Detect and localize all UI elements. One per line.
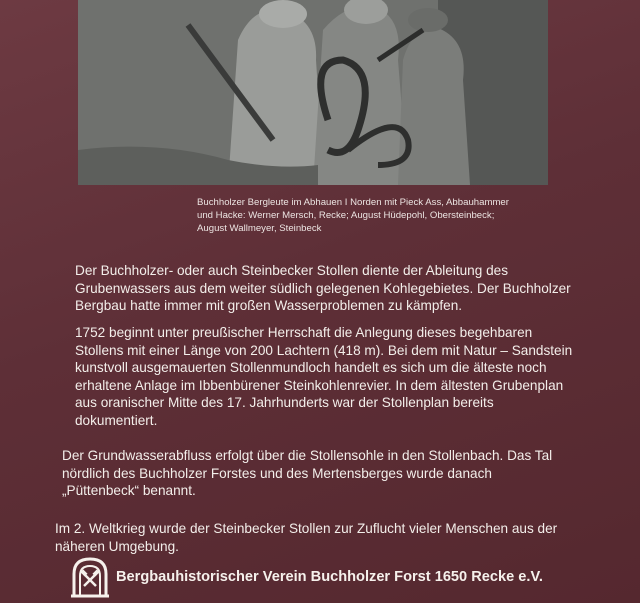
caption-line-2: und Hacke: Werner Mersch, Recke; August Hüdepohl, Obersteinbeck; [197,210,495,221]
photo-caption [197,196,577,235]
footer [70,556,590,598]
paragraph-wartime: Im 2. Weltkrieg wurde der Steinbecker Stollen zur Zuflucht vieler Menschen aus der näheren Umgebung. [55,521,558,554]
mine-entrance-logo-icon [70,556,110,598]
paragraph-groundwater: Der Grundwasserabfluss erfolgt über die Stollensohle in den Stollenbach. Das Tal nördlich des Buchholzer Forstes und des Mertensberges wurde danach „Püttenbeck“ benannt. [62,448,553,498]
caption-line-3: August Wallmeyer, Steinbeck [197,223,322,234]
organization-name: Bergbauhistorischer Verein Buchholzer Forst 1650 Recke e.V. [116,569,543,585]
caption-line-1: Buchholzer Bergleute im Abhauen I Norden mit Pieck Ass, Abbauhammer [197,197,509,208]
paragraph-history: 1752 beginnt unter preußischer Herrschaft die Anlegung dieses begehbaren Stollens mit einer Länge von 200 Lachtern (418 m). Bei dem mit Natur – Sandstein kunstvoll ausgemauerten Stollenmundloch handelt es sich um die älteste noch erhaltene Anlage im Ibbenbürener Steinkohlenrevier. In dem ältesten Grubenplan aus oranischer Mitte des 17. Jahrhunderts war der Stollenplan bereits dokumentiert. [75,325,573,428]
paragraph-drainage: Der Buchholzer- oder auch Steinbecker Stollen diente der Ableitung des Grubenwassers aus dem weiter südlich gelegenen Kohlegebietes. Der Buchholzer Bergbau hatte immer mit großen Wasserproblemen zu kämpfen. [75,263,571,313]
historic-miners-photo [78,0,548,185]
